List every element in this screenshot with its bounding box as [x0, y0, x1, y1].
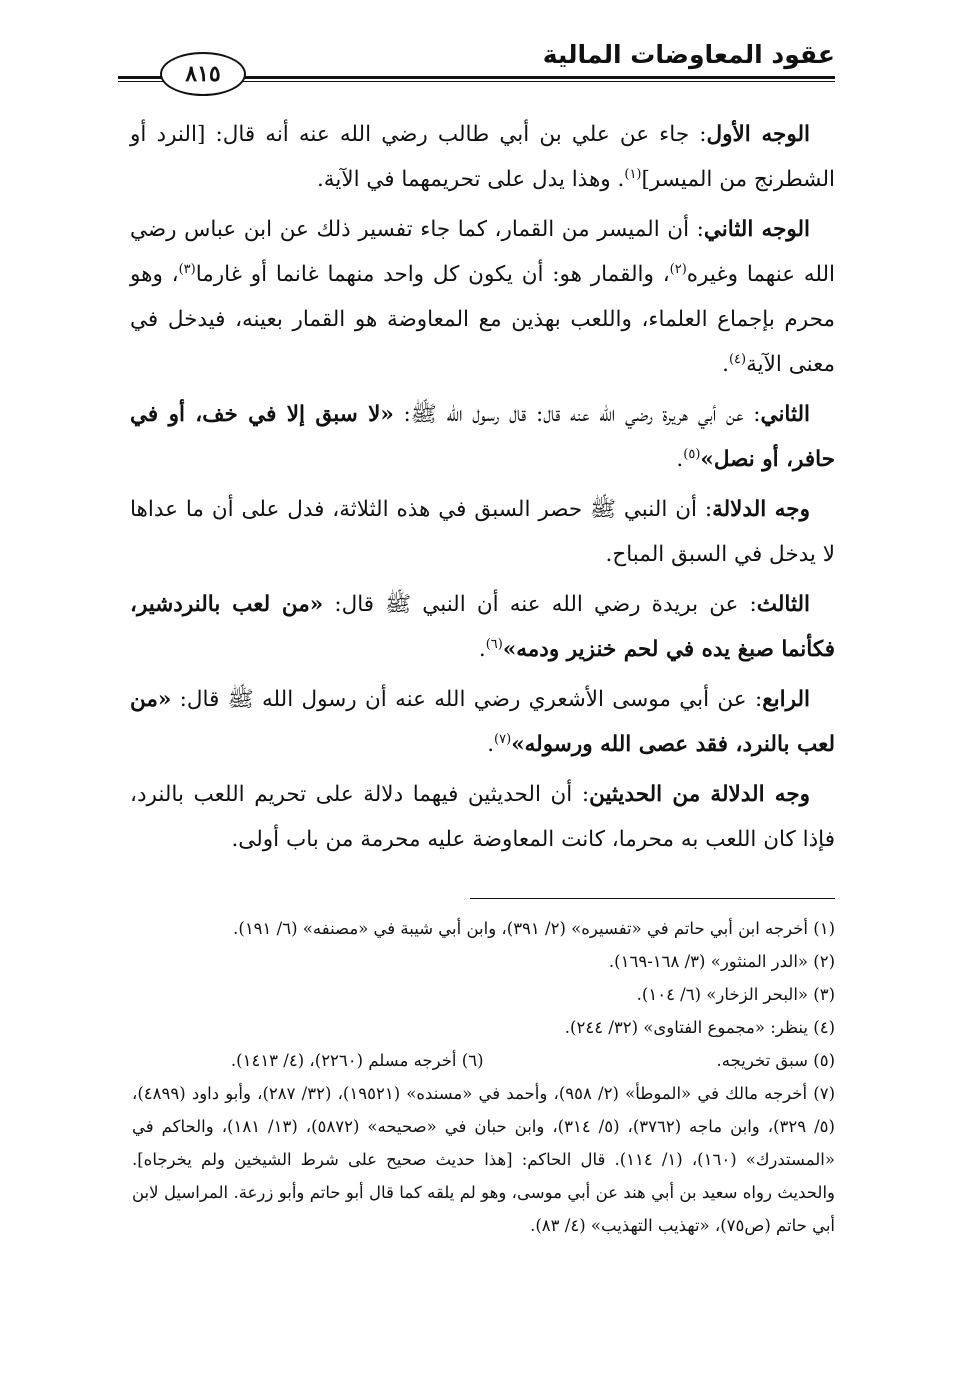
page-number: ٨١٥: [160, 52, 246, 96]
paragraph-text: : أن الحديثين فيهما دلالة على تحريم اللعب بالنرد، فإذا كان اللعب به محرما، كانت المعاوضة عليه محرمة من باب أولى.: [130, 782, 835, 852]
footnote-3: (٣) «البحر الزخار» (٦/ ١٠٤).: [636, 985, 835, 1004]
paragraph-text: : جاء عن علي بن أبي طالب رضي الله عنه أنه قال: [النرد أو الشطرنج من الميسر]: [130, 122, 835, 192]
hadith-text: «لا سبق إلا في خف، أو في حافر، أو نصل»: [130, 402, 835, 472]
paragraph-text: : أن الميسر من القمار، كما جاء تفسير ذلك عن ابن عباس رضي الله عنهما وغيره: [130, 217, 835, 287]
paragraph-text: .: [487, 732, 495, 757]
paragraph-2: [130, 207, 835, 387]
paragraph-5: [130, 582, 835, 672]
footnote-4: (٤) ينظر: «مجموع الفتاوى» (٣٢/ ٢٤٤).: [564, 1018, 835, 1037]
paragraph-text: .: [722, 352, 729, 377]
footnote-ref: (٦): [485, 636, 503, 652]
footnote-6: (٦) أخرجه مسلم (٢٢٦٠)، (٤/ ١٤١٣).: [230, 1051, 484, 1070]
paragraph-1: [130, 112, 835, 202]
paragraph-lead: الرابع: [762, 687, 810, 712]
paragraph-text: .: [676, 447, 684, 472]
paragraph-text: : أن النبي ﷺ حصر السبق في هذه الثلاثة، فدل على أن ما عداها لا يدخل في السبق المباح.: [130, 497, 835, 567]
footnote-ref: (٣): [178, 261, 196, 277]
paragraph-text: : عن أبي هريرة رضي الله عنه قال: قال رسول الله ﷺ:: [393, 402, 761, 427]
paragraph-lead: الوجه الثاني: [703, 217, 810, 242]
paragraph-lead: الثاني: [760, 402, 810, 427]
running-title: عقود المعاوضات المالية: [542, 40, 835, 69]
paragraph-text: : عن أبي موسى الأشعري رضي الله عنه أن رسول الله ﷺ قال:: [171, 687, 763, 712]
paragraph-text: : عن بريدة رضي الله عنه أن النبي ﷺ قال:: [323, 592, 757, 617]
paragraph-3: [130, 392, 835, 482]
footnote-ref: (١): [624, 166, 642, 182]
footnote-5: (٥) سبق تخريجه.: [716, 1051, 835, 1070]
footnote-ref: (٢): [669, 261, 687, 277]
footnote-2: (٢) «الدر المنثور» (٣/ ١٦٨-١٦٩).: [608, 952, 835, 971]
footnote-ref: (٤): [728, 351, 747, 367]
footnotes: [132, 912, 835, 1242]
paragraph-text: ، وهو محرم بإجماع العلماء، واللعب بهذين مع المعاوضة هو القمار بعينه، فيدخل في معنى الآية: [130, 262, 835, 377]
main-text: [130, 112, 835, 867]
footnote-1: (١) أخرجه ابن أبي حاتم في «تفسيره» (٢/ ٣٩١)، وابن أبي شيبة في «مصنفه» (٦/ ١٩١).: [233, 919, 835, 938]
paragraph-4: [130, 487, 835, 577]
footnote-row: [132, 1044, 835, 1077]
paragraph-text: . وهذا يدل على تحريمهما في الآية.: [316, 167, 625, 192]
hadith-text: «من لعب بالنرد، فقد عصى الله ورسوله»: [130, 687, 835, 757]
paragraph-text: .: [478, 637, 486, 662]
paragraph-7: [130, 772, 835, 862]
footnote-separator: [470, 898, 835, 899]
paragraph-lead: الثالث: [756, 592, 810, 617]
hadith-text: «من لعب بالنردشير، فكأنما صبغ يده في لحم خنزير ودمه»: [130, 592, 835, 662]
paragraph-6: [130, 677, 835, 767]
paragraph-lead: الوجه الأول: [706, 122, 810, 147]
footnote-ref: (٧): [494, 731, 512, 747]
paragraph-lead: وجه الدلالة من الحديثين: [589, 782, 810, 807]
paragraph-lead: وجه الدلالة: [712, 497, 810, 522]
footnote-ref: (٥): [683, 446, 701, 462]
footnote-7: (٧) أخرجه مالك في «الموطأ» (٢/ ٩٥٨)، وأحمد في «مسنده» (١٩٥٢١)، (٣٢/ ٢٨٧)، وأبو داود (٤٨٩٩)، (٥/ ٣٢٩)، وابن ماجه (٣٧٦٢)، (٥/ ٣١٤)، وابن حبان في «صحيحه» (٥٨٧٢)، (١٣/ ١٨١)، والحاكم في «المستدرك» (١٦٠)، (١/ ١١٤). قال الحاكم: [هذا حديث صحيح على شرط الشيخين ولم يخرجاه]. والحديث رواه سعيد بن أبي هند عن أبي موسى، وهو لم يلقه كما قال أبو حاتم وأبو زرعة. المراسيل لابن أبي حاتم (ص٧٥)، «تهذيب التهذيب» (٤/ ٨٣).: [132, 1084, 835, 1235]
paragraph-text: ، والقمار هو: أن يكون كل واحد منهما غانما أو غارما: [195, 262, 670, 287]
